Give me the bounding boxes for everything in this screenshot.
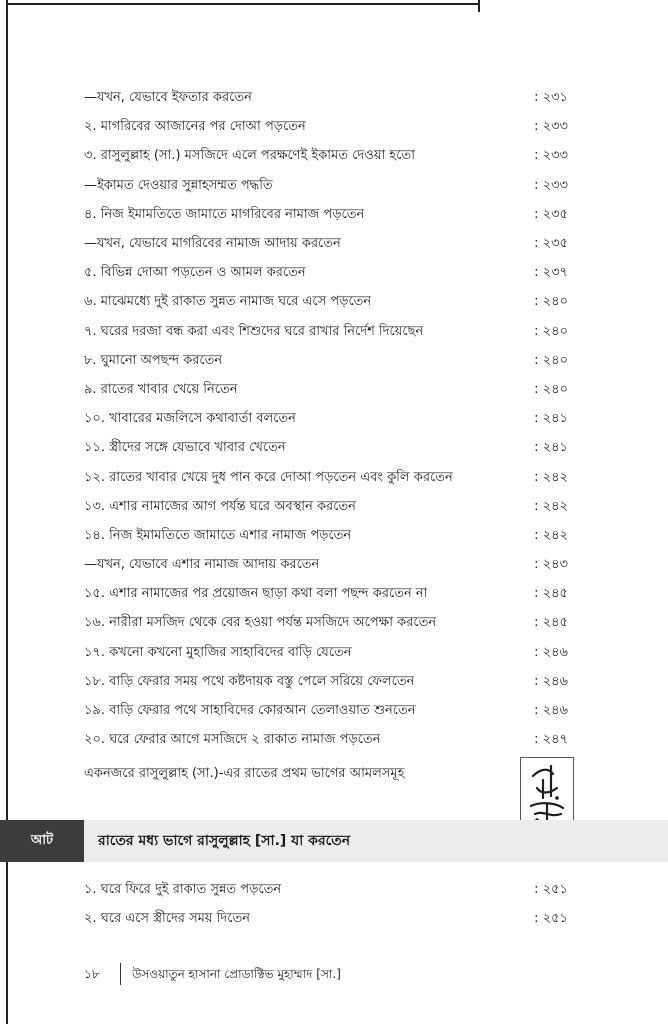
toc-entry-title: ৬. মাঝেমধ্যে দুই রাকাত সুন্নত নামাজ ঘরে এসে পড়তেন [84,294,372,310]
toc-entry-page: : ২৩৫ [534,206,568,222]
toc-entry-page: : ২৩৭ [534,265,568,281]
page-number: ১৮ [84,967,100,981]
toc-entry-page: : ২৪০ [534,323,568,339]
toc-entry-page: : ২৪০ [534,352,568,368]
toc-entry-page: : ২৪৩ [534,557,568,573]
toc-entry [84,668,568,697]
toc-entry [84,905,568,934]
toc-entry-title: —ইকামত দেওয়ার সুন্নাহসম্মত পদ্ধতি [84,177,273,193]
toc-entry-title: ৪. নিজ ইমামতিতে জামাতে মাগরিবের নামাজ পড়তেন [84,206,365,222]
toc-entry-title: ১. ঘরে ফিরে দুই রাকাত সুন্নত পড়তেন [84,882,282,898]
toc-entry-page: : ২৩১ [534,90,568,106]
toc-entry-title: ৯. রাতের খাবার খেয়ে নিতেন [84,381,238,397]
toc-entry-page: : ২৫১ [534,911,568,927]
toc-entry-title: ১৬. নারীরা মসজিদ থেকে বের হওয়া পর্যন্ত মসজিদে অপেক্ষা করতেন [84,615,437,631]
toc-entry-page: : ২৪২ [534,527,568,543]
toc-entry-page: : ২৪০ [534,294,568,310]
chapter-number-label: আট [0,820,84,862]
toc-entry-title: ১৯. বাড়ি ফেরার পথে সাহাবিদের কোরআন তেলাওয়াত শুনতেন [84,703,416,719]
running-book-title: উসওয়াতুন হাসানা প্রোডাক্টিভ মুহাম্মাদ [সা.] [132,967,341,981]
toc-entry [84,580,568,609]
toc-entry-page: : ২৩৩ [534,148,568,164]
toc-entry [84,201,568,230]
toc-entry-page: : ২৪০ [534,381,568,397]
toc-entry-page: : ২৪২ [534,498,568,514]
toc-entry-title: —যখন, যেভাবে মাগরিবের নামাজ আদায় করতেন [84,236,341,252]
toc-entry-title: ৩. রাসুলুল্লাহ (সা.) মসজিদে এলে পরক্ষণেই ইকামত দেওয়া হতো [84,148,415,164]
toc-entry [84,697,568,726]
toc-entry-title: ১৭. কখনো কখনো মুহাজির সাহাবিদের বাড়ি যেতেন [84,644,352,660]
toc-entry-title: ২. মাগরিবের আজানের পর দোআ পড়তেন [84,119,306,135]
footer-divider [120,963,121,985]
toc-entry-title: ৫. বিভিন্ন দোআ পড়তেন ও আমল করতেন [84,265,306,281]
toc-entry-title: ২০. ঘরে ফেরার আগে মসজিদে ২ রাকাত নামাজ পড়তেন [84,732,381,748]
toc-entry [84,376,568,405]
toc-entry-title: ১৪. নিজ ইমামতিতে জামাতে এশার নামাজ পড়তেন [84,527,352,543]
crop-marks-top [0,0,668,14]
toc-entry-title: —যখন, যেভাবে এশার নামাজ আদায় করতেন [84,557,320,573]
chapter-title: রাতের মধ্য ভাগে রাসুলুল্লাহ [সা.] যা করতেন [98,833,351,849]
chapter-entry-list [84,876,568,934]
toc-entry-page: : ২৪১ [534,440,568,456]
toc-entry [84,551,568,580]
toc-entry [84,609,568,638]
toc-entry [84,288,568,317]
toc-entry-page: : ২৪৬ [534,673,568,689]
summary-line: একনজরে রাসুলুল্লাহ (সা.)-এর রাতের প্রথম ভাগের আমলসমূহ [84,766,405,781]
toc-entry [84,493,568,522]
toc-entry [84,347,568,376]
toc-entry-title: ১৩. এশার নামাজের আগ পর্যন্ত ঘরে অবস্থান করতেন [84,498,356,514]
toc-entry-title: —যখন, যেভাবে ইফতার করতেন [84,90,252,106]
toc-entry-page: : ২৩৩ [534,119,568,135]
toc-entry-page: : ২৪৭ [534,732,568,748]
toc-entry [84,522,568,551]
toc-entry-title: ৮. ঘুমানো অপছন্দ করতেন [84,352,223,368]
toc-entry [84,172,568,201]
toc-entry-title: ৭. ঘরের দরজা বন্ধ করা এবং শিশুদের ঘরে রাখার নির্দেশ দিয়েছেন [84,323,424,339]
toc-list [84,84,568,755]
toc-entry [84,434,568,463]
toc-entry-title: ১৫. এশার নামাজের পর প্রয়োজন ছাড়া কথা বলা পছন্দ করতেন না [84,586,428,602]
toc-entry [84,639,568,668]
chapter-header [0,820,668,862]
toc-entry-page: : ২৩৫ [534,236,568,252]
toc-entry-page: : ২৪৫ [534,586,568,602]
toc-entry-page: : ২৪১ [534,411,568,427]
toc-entry [84,405,568,434]
crop-mark-left [6,0,8,1024]
toc-entry-page: : ২৪৬ [534,703,568,719]
toc-entry [84,726,568,755]
toc-entry-page: : ২৪৬ [534,644,568,660]
toc-entry [84,84,568,113]
toc-entry [84,463,568,492]
toc-entry [84,876,568,905]
toc-entry [84,142,568,171]
toc-entry-page: : ২৪২ [534,469,568,485]
toc-entry-title: ১০. খাবারের মজলিসে কথাবার্তা বলতেন [84,411,296,427]
toc-entry [84,113,568,142]
toc-entry-title: ১৮. বাড়ি ফেরার সময় পথে কষ্টদায়ক বস্তু পেলে সরিয়ে ফেলতেন [84,673,415,689]
toc-entry-title: ১২. রাতের খাবার খেয়ে দুধ পান করে দোআ পড়তেন এবং কুলি করতেন [84,469,453,485]
toc-entry [84,318,568,347]
toc-entry-page: : ২৫১ [534,882,568,898]
toc-entry [84,259,568,288]
toc-entry [84,230,568,259]
toc-entry-page: : ২৪৫ [534,615,568,631]
toc-entry-page: : ২৩৩ [534,177,568,193]
toc-entry-title: ১১. স্ত্রীদের সঙ্গে যেভাবে খাবার খেতেন [84,440,286,456]
toc-entry-title: ২. ঘরে এসে স্ত্রীদের সময় দিতেন [84,911,250,927]
